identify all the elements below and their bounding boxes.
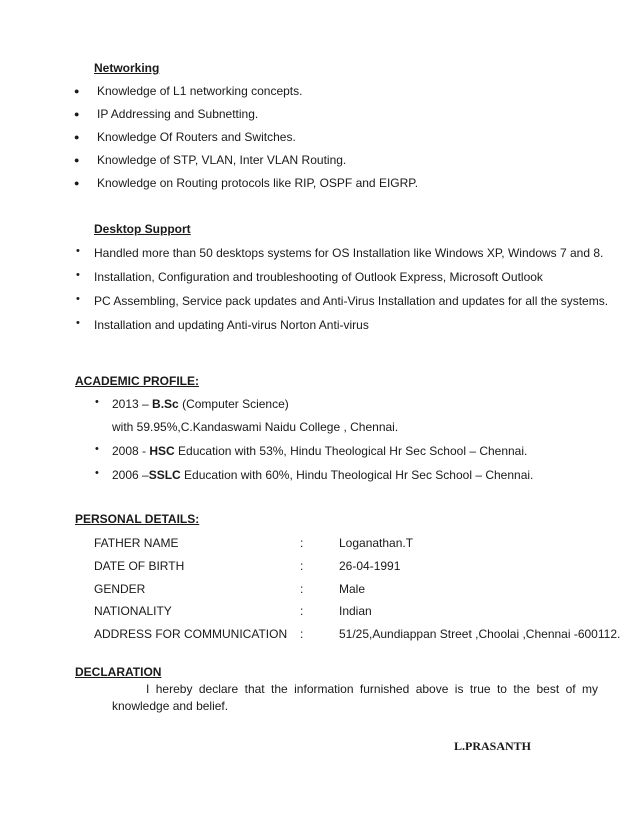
bullet-icon: ● — [74, 132, 80, 142]
list-item: 2006 –SSLC Education with 60%, Hindu Theological Hr Sec School – Chennai. — [112, 468, 534, 482]
detail-value: Indian — [339, 604, 372, 618]
list-item: Handled more than 50 desktops systems for OS Installation like Windows XP, Windows 7 and 8. — [94, 246, 604, 260]
list-item: Knowledge of STP, VLAN, Inter VLAN Routing. — [97, 153, 347, 167]
list-item: Knowledge Of Routers and Switches. — [97, 130, 296, 144]
list-item: Installation, Configuration and troubleshooting of Outlook Express, Microsoft Outlook — [94, 270, 543, 284]
list-item: Knowledge of L1 networking concepts. — [97, 84, 303, 98]
detail-label: GENDER — [94, 582, 146, 596]
bullet-icon: • — [95, 467, 99, 479]
list-item: Knowledge on Routing protocols like RIP, OSPF and EIGRP. — [97, 176, 419, 190]
detail-separator: : — [300, 559, 304, 573]
detail-separator: : — [300, 627, 304, 641]
bullet-icon: ● — [74, 155, 80, 165]
bullet-icon: • — [76, 245, 80, 257]
desktop-support-heading: Desktop Support — [94, 222, 191, 236]
declaration-text: I hereby declare that the information furnished above is true to the best of my knowledge and belief. — [112, 682, 598, 713]
list-item: PC Assembling, Service pack updates and Anti-Virus Installation and updates for all the systems. — [94, 294, 609, 308]
detail-value: Male — [339, 582, 366, 596]
signature-name: L.PRASANTH — [454, 739, 532, 753]
detail-label: DATE OF BIRTH — [94, 559, 185, 573]
bullet-icon: • — [76, 269, 80, 281]
bullet-icon: • — [76, 293, 80, 305]
detail-separator: : — [300, 536, 304, 550]
bullet-icon: ● — [74, 178, 80, 188]
detail-value: 51/25,Aundiappan Street ,Choolai ,Chennai -600112. — [339, 627, 621, 641]
detail-value: Loganathan.T — [339, 536, 414, 550]
bullet-icon: ● — [74, 109, 80, 119]
bullet-icon: • — [76, 317, 80, 329]
detail-label: FATHER NAME — [94, 536, 179, 550]
detail-value: 26-04-1991 — [339, 559, 401, 573]
bullet-icon: • — [95, 443, 99, 455]
detail-label: NATIONALITY — [94, 604, 172, 618]
list-item: 2008 - HSC Education with 53%, Hindu Theological Hr Sec School – Chennai. — [112, 444, 528, 458]
academic-profile-heading: ACADEMIC PROFILE: — [75, 374, 199, 388]
detail-label: ADDRESS FOR COMMUNICATION — [94, 627, 288, 641]
detail-separator: : — [300, 582, 304, 596]
personal-details-heading: PERSONAL DETAILS: — [75, 512, 200, 526]
list-item: 2013 – B.Sc (Computer Science) — [112, 397, 289, 411]
bullet-icon: • — [95, 396, 99, 408]
list-item: IP Addressing and Subnetting. — [97, 107, 259, 121]
bullet-icon: ● — [74, 86, 80, 96]
list-item-continuation: with 59.95%,C.Kandaswami Naidu College , Chennai. — [112, 420, 399, 434]
list-item: Installation and updating Anti-virus Norton Anti-virus — [94, 318, 369, 332]
declaration-heading: DECLARATION — [75, 665, 162, 679]
networking-heading: Networking — [94, 61, 160, 75]
detail-separator: : — [300, 604, 304, 618]
